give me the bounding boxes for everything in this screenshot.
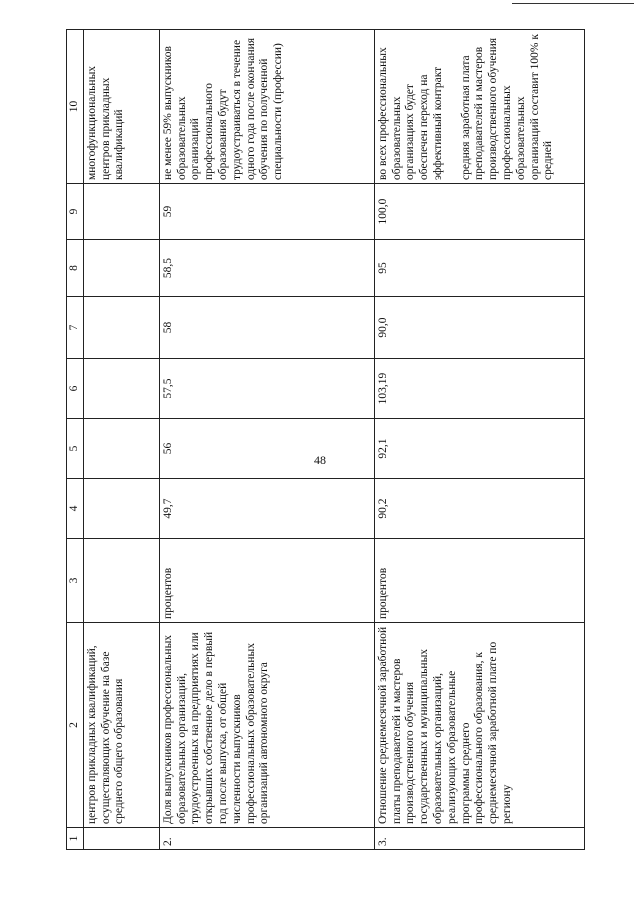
value-cell: 49,7 <box>159 479 374 539</box>
value-cell <box>83 359 159 419</box>
expected-result: не менее 59% выпускников образовательных организаций профессионального образования будут трудоустраиваться в течение одного года после окончания обучения по полученной специальности (профессии) <box>159 30 374 184</box>
rotated-table-container <box>66 30 640 846</box>
value-cell: 57,5 <box>159 359 374 419</box>
value-cell: 92,1 <box>374 419 584 479</box>
header-cell: 3 <box>67 539 84 623</box>
table-row <box>374 30 584 850</box>
unit-cell: процентов <box>159 539 374 623</box>
page-number: 48 <box>314 453 326 467</box>
header-cell: 1 <box>67 828 84 850</box>
indicators-table <box>66 29 585 850</box>
header-row <box>67 30 84 850</box>
header-cell: 5 <box>67 419 84 479</box>
unit-cell <box>83 539 159 623</box>
value-cell: 90,2 <box>374 479 584 539</box>
value-cell <box>83 479 159 539</box>
header-cell: 7 <box>67 297 84 359</box>
row-number: 3. <box>374 828 584 850</box>
value-cell: 95 <box>374 240 584 297</box>
header-cell: 2 <box>67 623 84 828</box>
value-cell: 103,19 <box>374 359 584 419</box>
corner-rule <box>512 3 634 4</box>
row-number <box>83 828 159 850</box>
table-row <box>159 30 374 850</box>
value-cell <box>83 240 159 297</box>
header-cell: 9 <box>67 184 84 240</box>
value-cell: 56 <box>159 419 374 479</box>
value-cell <box>83 297 159 359</box>
value-cell: 90,0 <box>374 297 584 359</box>
expected-result: во всех профессиональных образовательных организациях будет обеспечен переход на эффективный контракт средняя заработная плата преподавателей и мастеров производственного обучения профессиональных образовательных организаций составит 100% к средней <box>374 30 584 184</box>
header-cell: 8 <box>67 240 84 297</box>
header-cell: 10 <box>67 30 84 184</box>
expected-result: многофункциональных центров прикладных квалификаций <box>83 30 159 184</box>
value-cell <box>83 184 159 240</box>
value-cell: 58 <box>159 297 374 359</box>
value-cell: 58,5 <box>159 240 374 297</box>
header-cell: 4 <box>67 479 84 539</box>
table-row <box>83 30 159 850</box>
unit-cell: процентов <box>374 539 584 623</box>
row-number: 2. <box>159 828 374 850</box>
header-cell: 6 <box>67 359 84 419</box>
value-cell: 100,0 <box>374 184 584 240</box>
indicator-name: Отношение среднемесячной заработной платы преподавателей и мастеров производственного обучения государственных и муниципальных образовательных организаций, реализующих образовательные программы среднего профессионального образования, к среднемесячной заработной плате по региону <box>374 623 584 828</box>
value-cell: 59 <box>159 184 374 240</box>
indicator-name: центров прикладных квалификаций, осуществляющих обучение на базе среднего общего образования <box>83 623 159 828</box>
indicator-name: Доля выпускников профессиональных образовательных организаций, трудоустроенных на предприятиях или открывших собственное дело в первый год после выпуска, от общей численности выпускников профессиональных образовательных организаций автономного округа <box>159 623 374 828</box>
value-cell <box>83 419 159 479</box>
